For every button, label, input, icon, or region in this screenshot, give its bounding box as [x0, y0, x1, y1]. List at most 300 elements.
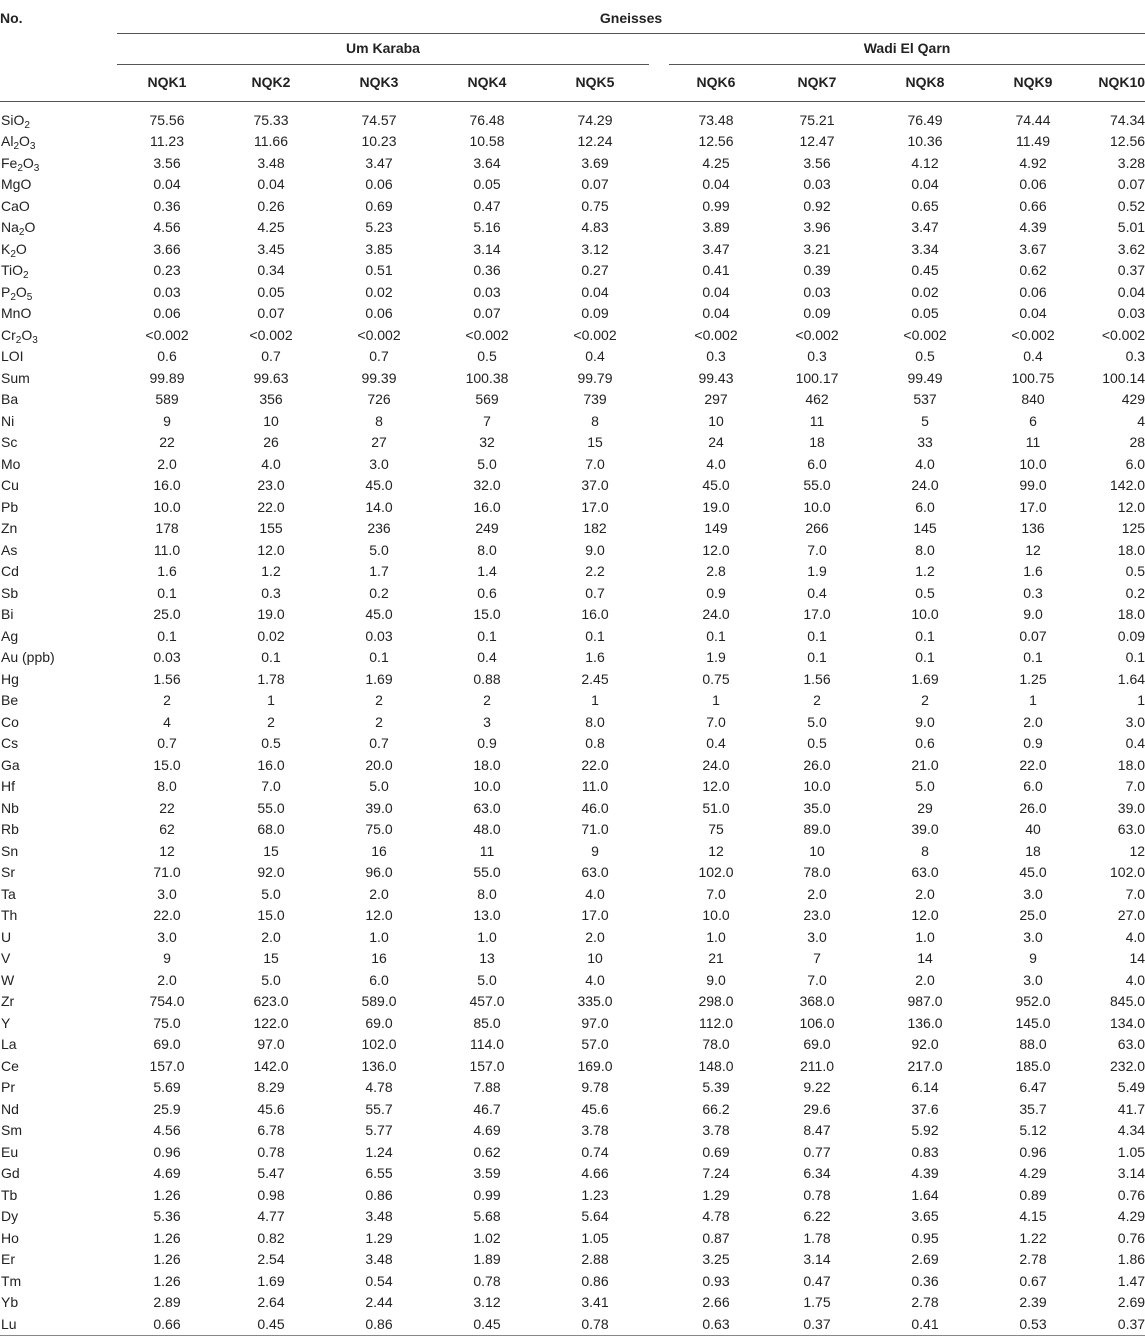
table-cell: 6.22: [803, 1208, 831, 1224]
table-cell: 0.03: [803, 176, 831, 192]
row-label: [0, 647, 117, 669]
table-cell: 157.0: [149, 1057, 185, 1074]
table-cell: 0.86: [365, 1186, 393, 1203]
table-cell: 55.0: [803, 477, 831, 493]
table-row: [0, 927, 1145, 949]
table-cell: 5.36: [153, 1208, 181, 1224]
row-label: [0, 604, 117, 626]
table-cell: 28: [1129, 434, 1145, 450]
row-label: [0, 1099, 117, 1121]
row-label-text: Nb: [1, 799, 19, 816]
table-cell: 14: [1129, 950, 1145, 966]
table-cell: 2.2: [585, 563, 605, 579]
table-cell: 4.92: [1019, 154, 1047, 171]
table-cell: 1.78: [257, 670, 285, 687]
table-cell: 0.1: [915, 649, 935, 665]
table-cell: 4.0: [915, 455, 935, 472]
table-cell: 78.0: [702, 1036, 730, 1052]
table-cell: 0.76: [1117, 1229, 1145, 1246]
table-cell: 0.78: [541, 1314, 649, 1336]
table-cell: 987.0: [907, 993, 943, 1009]
table-cell: 5.0: [261, 971, 281, 988]
table-row: [0, 260, 1145, 282]
table-cell: 0.6: [915, 735, 935, 751]
table-cell: 0.7: [369, 348, 389, 364]
table-cell: 0.04: [702, 283, 730, 300]
table-cell: 19.0: [257, 606, 285, 622]
table-cell: 0.4: [477, 649, 497, 665]
table-cell: 4.39: [911, 1165, 939, 1181]
table-cell: 2: [375, 713, 383, 730]
table-cell: 5.23: [365, 219, 393, 235]
row-label: [0, 626, 117, 648]
table-cell: 2.78: [911, 1294, 939, 1310]
table-cell: 2: [483, 692, 491, 708]
table-cell: 0.06: [1019, 283, 1047, 300]
table-cell: 3.12: [473, 1294, 501, 1310]
table-cell: 45.6: [581, 1100, 609, 1117]
table-cell: 0.4: [807, 584, 827, 601]
table-cell: 134.0: [1110, 1014, 1145, 1031]
table-row: [0, 1120, 1145, 1142]
table-row: [0, 1034, 1145, 1056]
row-label-text: Co: [1, 713, 19, 730]
row-label-text: Yb: [1, 1294, 19, 1310]
table-cell: 37.6: [911, 1100, 939, 1117]
table-row: [0, 1314, 1145, 1336]
table-cell: 1.64: [911, 1186, 939, 1203]
table-cell: 0.36: [153, 197, 181, 214]
table-cell: 102.0: [698, 864, 734, 880]
table-row: [0, 174, 1145, 196]
row-label: [0, 862, 117, 884]
table-cell: 0.03: [1117, 305, 1145, 321]
table-cell: 0.4: [1023, 348, 1043, 364]
row-label: [0, 1271, 117, 1293]
table-cell: 3.89: [702, 219, 730, 235]
table-row: [0, 303, 1145, 325]
table-cell: 0.1: [261, 649, 281, 665]
table-cell: 0.7: [261, 348, 281, 364]
table-row: [0, 626, 1145, 648]
table-cell: 74.29: [577, 111, 613, 128]
table-cell: 45.0: [702, 477, 730, 493]
table-cell: 100.14: [1102, 369, 1145, 386]
table-cell: 0.07: [257, 305, 285, 321]
row-label-text: Cu: [1, 477, 19, 493]
row-label-text: Pr: [1, 1079, 15, 1095]
table-cell: 2.0: [157, 971, 177, 988]
row-label-text: Cr: [1, 326, 16, 343]
table-cell: 10.58: [469, 133, 505, 149]
table-cell: 10.0: [702, 907, 730, 923]
table-cell: 112.0: [699, 1014, 733, 1031]
table-cell: 0.88: [473, 670, 501, 687]
table-cell: 10.0: [803, 778, 831, 794]
table-cell: 9: [1029, 950, 1037, 966]
table-cell: 0.09: [1117, 627, 1145, 644]
table-cell: 2: [163, 692, 171, 708]
row-label-subscript: 2: [10, 291, 16, 303]
table-row: [0, 690, 1145, 712]
table-cell: 0.5: [477, 348, 497, 364]
table-cell: 46.7: [473, 1100, 501, 1117]
table-cell: 5.68: [473, 1208, 501, 1224]
table-cell: 7.0: [706, 713, 726, 730]
table-cell: 0.77: [803, 1143, 831, 1160]
table-cell: 45.0: [365, 606, 393, 622]
table-row: [0, 411, 1145, 433]
table-cell: 15: [587, 434, 603, 450]
table-cell: 7: [483, 412, 491, 429]
table-row: [0, 884, 1145, 906]
table-cell: 0.63: [669, 1314, 763, 1336]
table-row: [0, 325, 1145, 347]
table-cell: 11.0: [581, 778, 609, 794]
table-cell: 76.49: [907, 111, 943, 128]
table-cell: 3.47: [911, 219, 939, 235]
table-cell: <0.002: [1101, 326, 1145, 343]
row-label-text: Ce: [1, 1057, 19, 1074]
table-cell: 23.0: [803, 907, 831, 923]
table-cell: 17.0: [581, 498, 609, 515]
table-cell: 6: [1029, 412, 1037, 429]
row-label: [0, 841, 117, 863]
table-cell: 0.82: [257, 1229, 285, 1246]
table-cell: 0.6: [157, 348, 177, 364]
row-label: [0, 669, 117, 691]
table-cell: 0.3: [261, 584, 281, 601]
row-label-text: V: [1, 950, 11, 966]
table-cell: 5.0: [369, 541, 389, 558]
table-cell: 7.0: [261, 778, 281, 794]
table-cell: 3.69: [581, 154, 609, 171]
row-label-subscript: 2: [23, 270, 29, 281]
table-cell: 429: [1121, 391, 1145, 407]
table-cell: 15.0: [257, 907, 285, 923]
table-cell: 356: [259, 391, 283, 407]
table-cell: 266: [805, 520, 829, 536]
row-label-subscript: 3: [33, 162, 40, 174]
table-cell: 1.47: [1117, 1272, 1145, 1289]
table-row: [0, 561, 1145, 583]
table-cell: 63.0: [1117, 1036, 1145, 1052]
row-label-text: Ga: [1, 756, 20, 773]
table-cell: 20.0: [365, 756, 393, 773]
table-cell: 0.4: [585, 348, 605, 364]
table-cell: 99.49: [907, 369, 943, 386]
table-cell: 10: [708, 412, 724, 429]
row-label: [0, 131, 117, 153]
table-cell: 0.41: [702, 262, 730, 278]
table-cell: 106.0: [799, 1014, 835, 1031]
table-cell: 155: [259, 520, 283, 536]
row-label: [0, 948, 117, 970]
row-label: [0, 1185, 117, 1207]
table-cell: 33: [917, 434, 933, 450]
table-cell: 0.07: [473, 305, 501, 321]
table-cell: 7.0: [1125, 885, 1145, 902]
table-row: [0, 1013, 1145, 1035]
table-row: [0, 518, 1145, 540]
table-cell: 298.0: [698, 993, 734, 1009]
table-cell: 1.86: [1117, 1251, 1145, 1267]
table-cell: 15: [263, 950, 279, 966]
table-cell: 51.0: [702, 799, 730, 816]
table-cell: 5.0: [915, 778, 935, 794]
table-cell: 16.0: [581, 606, 609, 622]
table-cell: 45.0: [1019, 864, 1047, 880]
table-cell: 8.29: [257, 1079, 285, 1095]
table-cell: 74.44: [1015, 111, 1051, 128]
table-cell: 25.0: [153, 606, 181, 622]
table-cell: 157.0: [469, 1057, 505, 1074]
table-cell: 0.86: [325, 1314, 433, 1336]
table-cell: 1.0: [706, 928, 726, 945]
table-cell: 0.45: [217, 1314, 325, 1336]
table-cell: 0.75: [702, 670, 730, 687]
table-cell: 4.29: [1117, 1208, 1145, 1224]
table-cell: <0.002: [795, 326, 839, 343]
row-label-text: Sb: [1, 584, 19, 601]
table-cell: 17.0: [803, 606, 831, 622]
table-cell: 5.69: [153, 1079, 181, 1095]
table-cell: 6.34: [803, 1165, 831, 1181]
row-label-text: La: [1, 1036, 17, 1052]
table-cell: 1.56: [153, 670, 181, 687]
table-cell: 7.24: [702, 1165, 730, 1181]
table-cell: 21.0: [911, 756, 939, 773]
table-cell: 3.96: [803, 219, 831, 235]
table-cell: 0.96: [1019, 1143, 1047, 1160]
table-cell: 0.7: [369, 735, 389, 751]
table-cell: 12.56: [1110, 133, 1145, 149]
table-cell: 99.0: [1019, 477, 1047, 493]
table-cell: 5.39: [702, 1079, 730, 1095]
row-label-text: Sc: [1, 434, 18, 450]
table-cell: 22.0: [153, 907, 181, 923]
table-cell: 7.0: [1125, 778, 1145, 794]
table-cell: 0.1: [157, 627, 177, 644]
table-cell: 0.26: [257, 197, 285, 214]
row-label-text: Pb: [1, 498, 19, 515]
row-label: [0, 712, 117, 734]
row-label-subscript: 5: [26, 291, 33, 303]
row-label-subscript: 2: [13, 141, 20, 152]
table-cell: 0.06: [365, 305, 393, 321]
row-label-text: W: [1, 971, 15, 988]
table-cell: 75.0: [153, 1014, 181, 1031]
table-row: [0, 905, 1145, 927]
table-cell: 178: [155, 520, 179, 536]
table-cell: 1.26: [153, 1229, 181, 1246]
table-cell: 12.0: [365, 907, 393, 923]
table-cell: 0.45: [911, 262, 939, 278]
table-cell: 10.0: [473, 778, 501, 794]
table-cell: 39.0: [911, 821, 939, 837]
table-cell: 10.0: [911, 606, 939, 622]
table-cell: 100.38: [465, 369, 509, 386]
table-cell: 0.69: [365, 197, 393, 214]
table-cell: 3.0: [157, 928, 177, 945]
table-cell: 3.67: [1019, 240, 1047, 257]
table-cell: 4.78: [365, 1079, 393, 1095]
table-cell: 3.85: [365, 240, 393, 257]
row-label-text: Al: [1, 133, 14, 149]
row-label-text: MgO: [1, 176, 32, 192]
table-cell: 148.0: [698, 1057, 734, 1074]
table-cell: 102.0: [361, 1036, 397, 1052]
table-cell: 1.56: [803, 670, 831, 687]
sample-header: NQK4: [467, 73, 507, 90]
row-label-text: TiO: [1, 262, 24, 278]
row-label: [0, 454, 117, 476]
table-cell: 74.57: [361, 111, 397, 128]
table-cell: 0.75: [581, 197, 609, 214]
table-row: [0, 540, 1145, 562]
table-cell: 45.6: [257, 1100, 285, 1117]
table-cell: 0.1: [706, 627, 726, 644]
sample-header: NQK6: [696, 73, 736, 90]
table-cell: 96.0: [365, 864, 393, 880]
table-cell: 18: [1025, 842, 1041, 859]
row-label: [0, 346, 117, 368]
table-cell: 78.0: [803, 864, 831, 880]
table-cell: 0.41: [871, 1314, 979, 1336]
row-label-text: SiO: [1, 111, 25, 128]
table-cell: 0.7: [585, 584, 605, 601]
row-label: [0, 927, 117, 949]
row-label-subscript: 2: [24, 119, 30, 131]
table-cell: 16: [371, 950, 387, 966]
table-cell: 63.0: [1117, 821, 1145, 837]
table-cell: 0.1: [915, 627, 935, 644]
table-cell: 2: [375, 692, 383, 708]
subgroup-header-wadi-el-qarn: Wadi El Qarn: [669, 33, 1145, 64]
table-cell: 7.88: [473, 1079, 501, 1095]
table-cell: 4.12: [911, 154, 939, 171]
table-cell: 1.75: [803, 1294, 831, 1310]
table-cell: 10.0: [803, 498, 831, 515]
table-cell: 15.0: [153, 756, 181, 773]
table-cell: 17.0: [1019, 498, 1047, 515]
table-cell: 69.0: [803, 1036, 831, 1052]
table-cell: 6.0: [1125, 455, 1145, 472]
table-cell: 18.0: [473, 756, 501, 773]
table-cell: 122.0: [253, 1014, 289, 1031]
table-cell: 3.0: [1023, 928, 1043, 945]
row-label: [0, 368, 117, 390]
table-cell: 368.0: [799, 993, 835, 1009]
table-cell: 19.0: [702, 498, 730, 515]
table-cell: 66.2: [702, 1100, 730, 1117]
table-cell: 16.0: [153, 477, 181, 493]
row-label: [0, 1013, 117, 1035]
table-cell: 4.69: [153, 1165, 181, 1181]
table-cell: 3.0: [369, 455, 389, 472]
table-cell: 1: [591, 692, 599, 708]
table-row: [0, 1185, 1145, 1207]
table-cell: 0.3: [807, 348, 827, 364]
table-cell: 0.51: [365, 262, 393, 278]
table-cell: 17.0: [581, 907, 609, 923]
table-cell: 5.12: [1019, 1122, 1047, 1138]
table-cell: 0.9: [1023, 735, 1043, 751]
table-row: [0, 153, 1145, 175]
table-cell: 4.34: [1117, 1122, 1145, 1138]
table-cell: 16.0: [257, 756, 285, 773]
table-row: [0, 647, 1145, 669]
row-label-text: Sum: [1, 369, 30, 386]
table-cell: 40: [1025, 821, 1041, 837]
table-cell: 0.52: [1117, 197, 1145, 214]
table-cell: 0.47: [473, 197, 501, 214]
table-cell: 3.48: [257, 154, 285, 171]
table-cell: 39.0: [365, 799, 393, 816]
table-cell: 4.0: [585, 971, 605, 988]
row-label-text: Th: [1, 907, 18, 923]
table-cell: 0.4: [1125, 735, 1145, 751]
table-row: [0, 1206, 1145, 1228]
table-row: [0, 841, 1145, 863]
row-label-text: Er: [1, 1251, 15, 1267]
table-cell: 1.6: [585, 649, 605, 665]
table-cell: 22.0: [581, 756, 609, 773]
row-label-text: Sm: [1, 1122, 22, 1138]
table-cell: 99.79: [577, 369, 613, 386]
table-cell: 217.0: [907, 1057, 943, 1074]
table-cell: 6.78: [257, 1122, 285, 1138]
table-cell: 3.48: [365, 1251, 393, 1267]
table-cell: 4.15: [1019, 1208, 1047, 1224]
sample-header: NQK10: [1098, 73, 1145, 90]
table-body: [0, 102, 1145, 1336]
row-label: [0, 432, 117, 454]
row-label: [0, 561, 117, 583]
table-row: [0, 196, 1145, 218]
table-cell: 12.24: [577, 133, 613, 149]
table-cell: 0.04: [1117, 283, 1145, 300]
table-cell: 0.04: [581, 283, 609, 300]
table-row: [0, 712, 1145, 734]
table-cell: 9.78: [581, 1079, 609, 1095]
row-label-text: Ni: [1, 412, 15, 429]
table-cell: 0.1: [807, 627, 827, 644]
row-label: [0, 1034, 117, 1056]
table-row: [0, 389, 1145, 411]
table-cell: 18.0: [1117, 756, 1145, 773]
table-cell: 589.0: [361, 993, 397, 1009]
table-cell: 845.0: [1110, 993, 1145, 1009]
table-cell: 1.4: [477, 563, 497, 579]
row-label: [0, 282, 117, 304]
table-cell: 55.0: [473, 864, 501, 880]
table-cell: 0.06: [365, 176, 393, 192]
table-cell: 4.29: [1019, 1165, 1047, 1181]
table-cell: 8: [375, 412, 383, 429]
table-cell: 1: [712, 692, 720, 708]
table-cell: 7.0: [807, 971, 827, 988]
table-cell: 211.0: [800, 1057, 834, 1074]
table-cell: 1.69: [911, 670, 939, 687]
table-cell: 0.03: [153, 283, 181, 300]
table-cell: 0.5: [807, 735, 827, 751]
table-cell: 16: [371, 842, 387, 859]
table-cell: 236: [367, 520, 391, 536]
sample-header: NQK8: [905, 73, 945, 90]
table-cell: 0.04: [702, 176, 730, 192]
table-row: [0, 862, 1145, 884]
